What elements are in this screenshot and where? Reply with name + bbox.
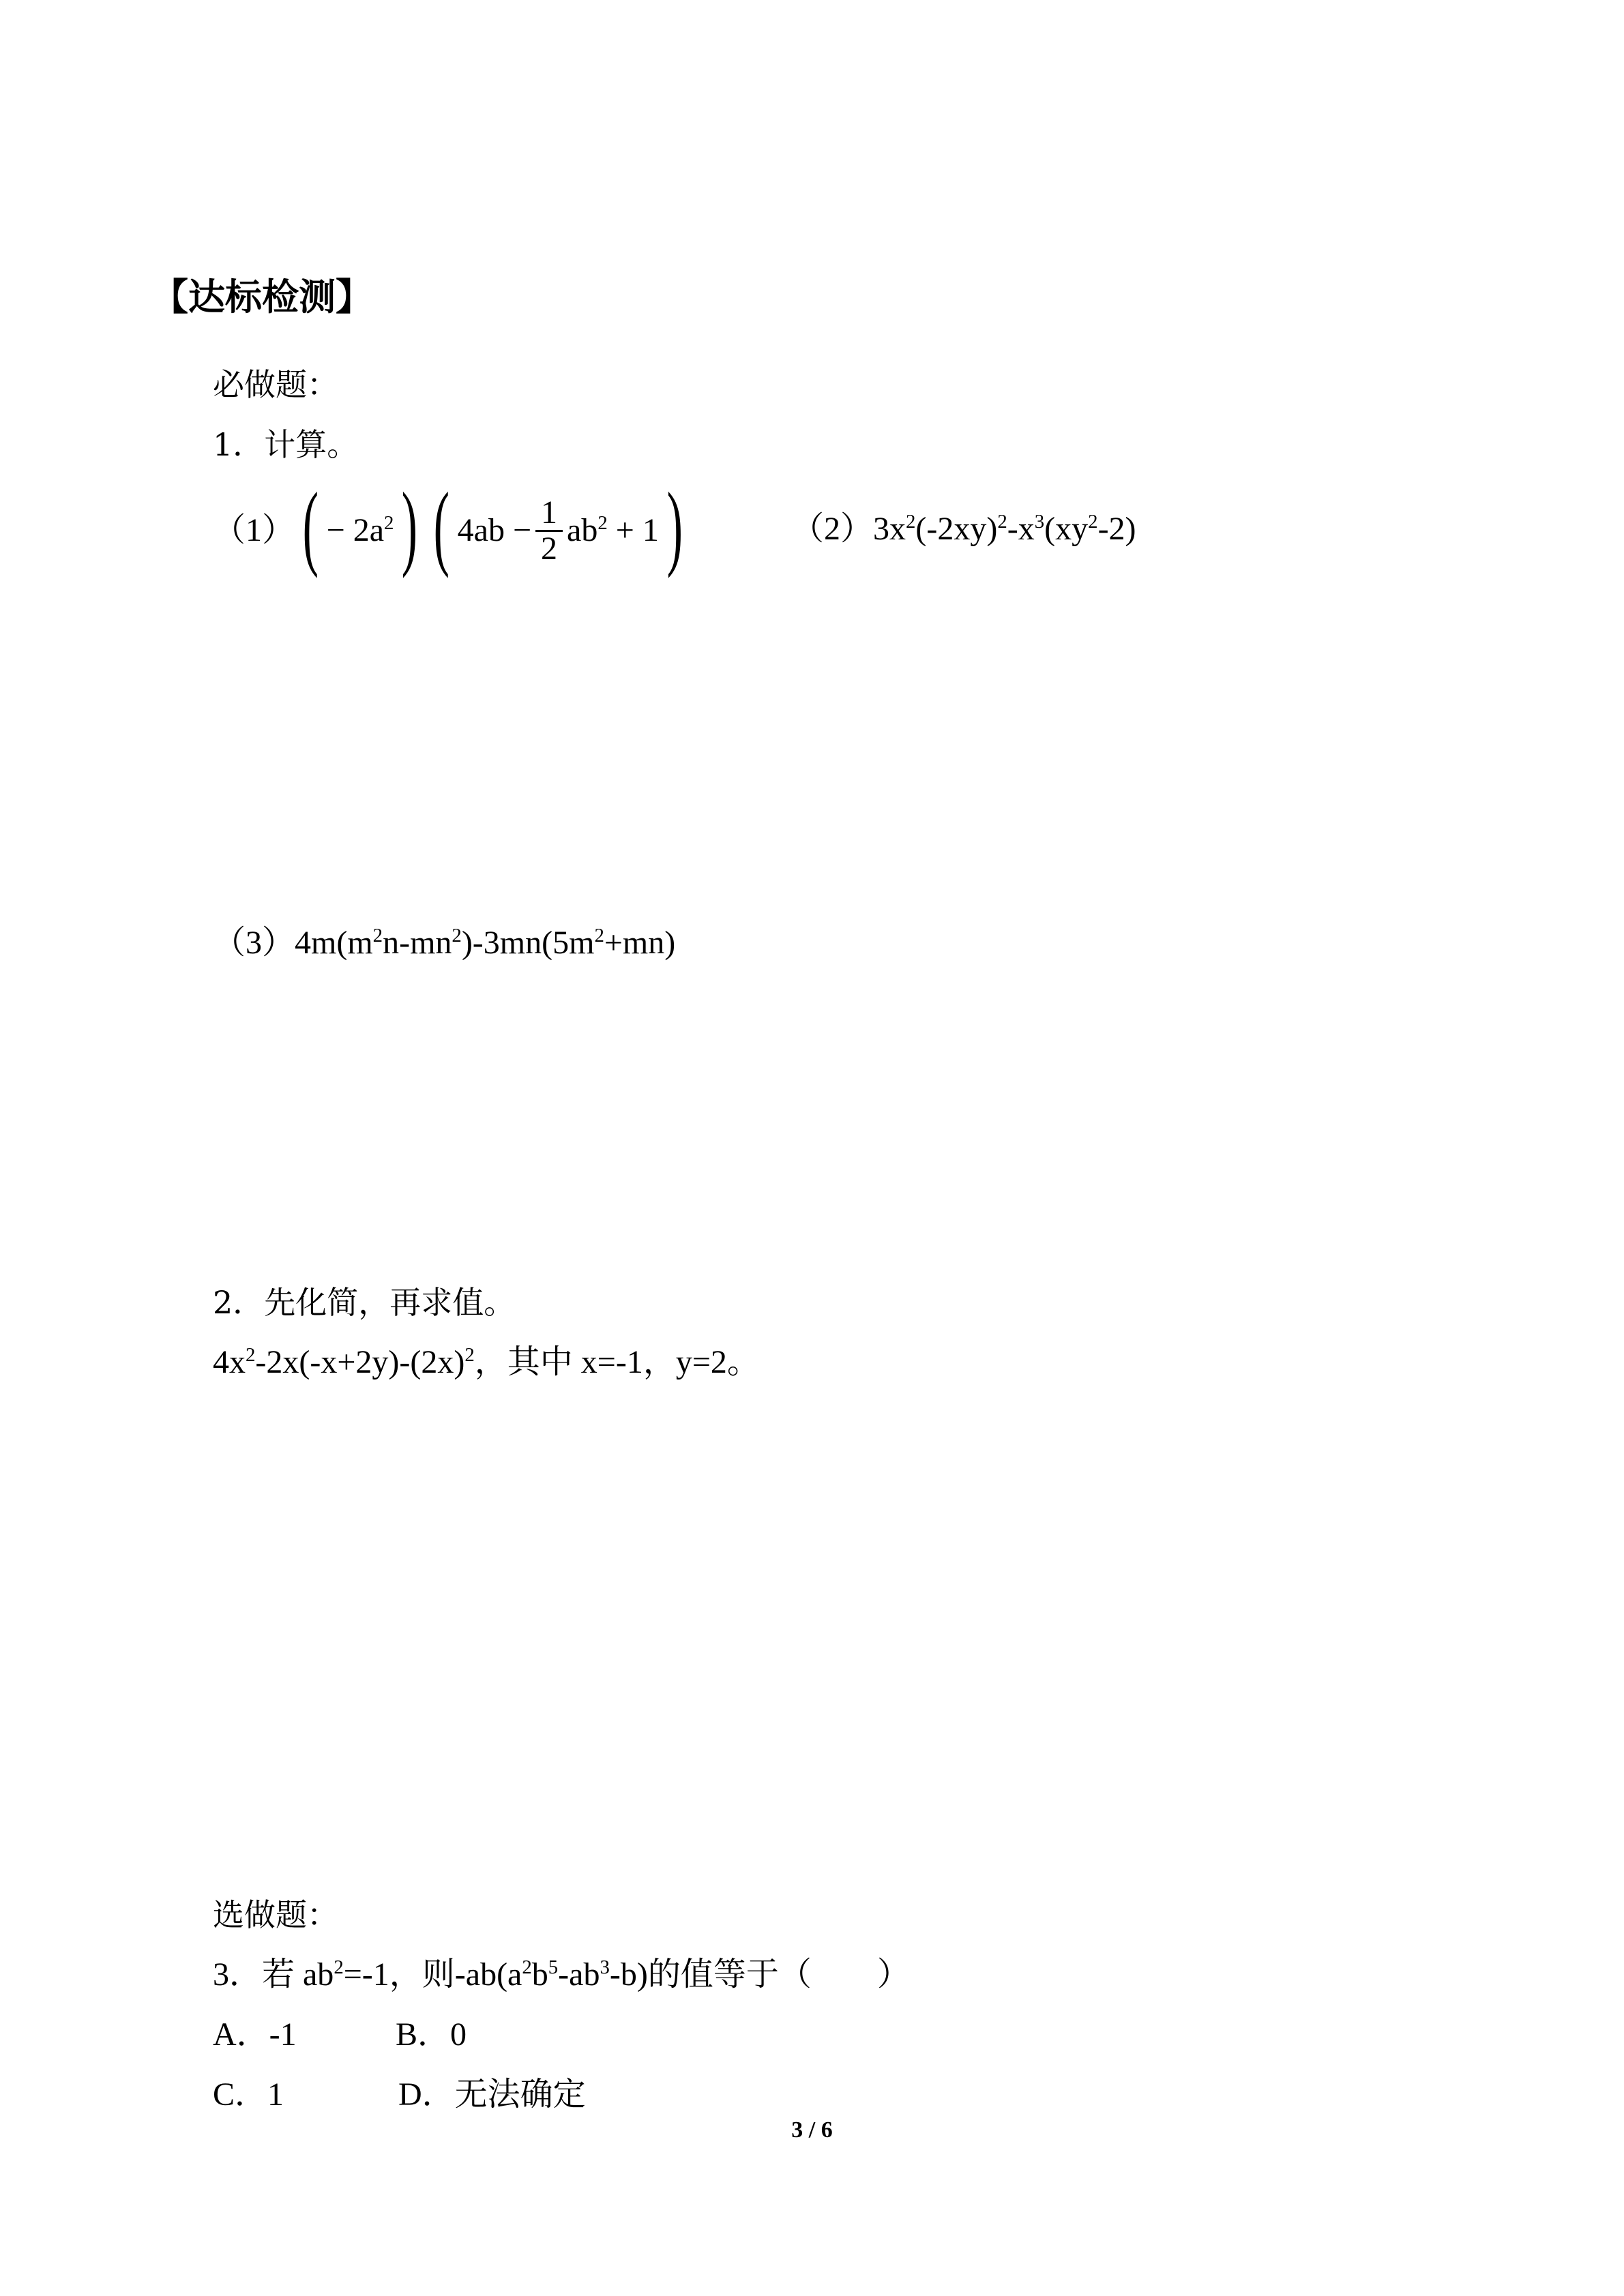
term: 4m(m (295, 925, 373, 961)
exponent: 2 (452, 925, 462, 946)
section-title: 【达标检测】 (151, 275, 372, 318)
question-1-part-1 (213, 473, 690, 579)
option-c: C．1 (213, 2076, 284, 2113)
term: (-2xy) (915, 511, 998, 547)
term: -2x(-x+2y)-(2x) (255, 1344, 465, 1380)
exponent: 2 (522, 1956, 532, 1978)
question-1-part-3 (213, 924, 675, 962)
option-a: A．-1 (213, 2016, 297, 2053)
exponent: 2 (1088, 511, 1098, 533)
term: 4ab − (457, 512, 532, 549)
left-paren: ( (433, 473, 450, 579)
term: − 2a (326, 512, 385, 549)
exponent: 3 (600, 1956, 610, 1978)
term: 4x (213, 1344, 246, 1380)
question-1-heading: 1．计算。 (213, 426, 359, 463)
term: n-mn (383, 925, 452, 961)
page-number: 3 / 6 (791, 2117, 833, 2143)
right-paren: ) (666, 473, 683, 579)
question-1-part-2 (791, 510, 1136, 548)
part-label: （3） (213, 925, 295, 961)
right-paren: ) (402, 473, 418, 579)
term: ab (567, 512, 598, 549)
exponent: 5 (548, 1956, 559, 1978)
exponent: 2 (384, 512, 394, 535)
term: )-3mn(5m (461, 925, 595, 961)
term: +mn) (604, 925, 676, 961)
exponent: 2 (997, 511, 1007, 533)
term: 3x (873, 511, 906, 547)
term: ，其中 x=-1，y=2。 (474, 1344, 760, 1380)
term: (xy (1044, 511, 1089, 547)
question-2-heading: 2．先化简，再求值。 (213, 1284, 516, 1321)
exponent: 2 (906, 511, 916, 533)
exponent: 2 (594, 925, 604, 946)
option-d: D．无法确定 (398, 2076, 586, 2113)
fraction (535, 496, 563, 566)
part-label: （2） (791, 511, 874, 547)
fraction-numerator: 1 (541, 494, 558, 531)
exponent: 2 (464, 1344, 475, 1366)
term: -b)的值等于（ ） (609, 1956, 910, 1993)
fraction-denominator: 2 (535, 530, 563, 566)
exponent: 3 (1034, 511, 1045, 533)
exponent: 2 (597, 512, 608, 535)
required-label: 必做题： (213, 366, 338, 403)
term: -ab (558, 1956, 600, 1993)
term: 3．若 ab (213, 1956, 334, 1993)
left-paren: ( (302, 473, 319, 579)
term: =-1，则-ab(a (343, 1956, 522, 1993)
option-b: B．0 (396, 2016, 467, 2053)
question-2-expression (213, 1343, 760, 1382)
term: -x (1007, 511, 1035, 547)
term: -2) (1097, 511, 1136, 547)
part-label: （1） (213, 512, 295, 549)
exponent: 2 (372, 925, 383, 946)
optional-label: 选做题： (213, 1896, 338, 1933)
exponent: 2 (246, 1344, 256, 1366)
question-3-stem (213, 1956, 910, 1994)
exponent: 2 (334, 1956, 344, 1978)
term: + 1 (615, 512, 659, 549)
term: b (531, 1956, 548, 1993)
